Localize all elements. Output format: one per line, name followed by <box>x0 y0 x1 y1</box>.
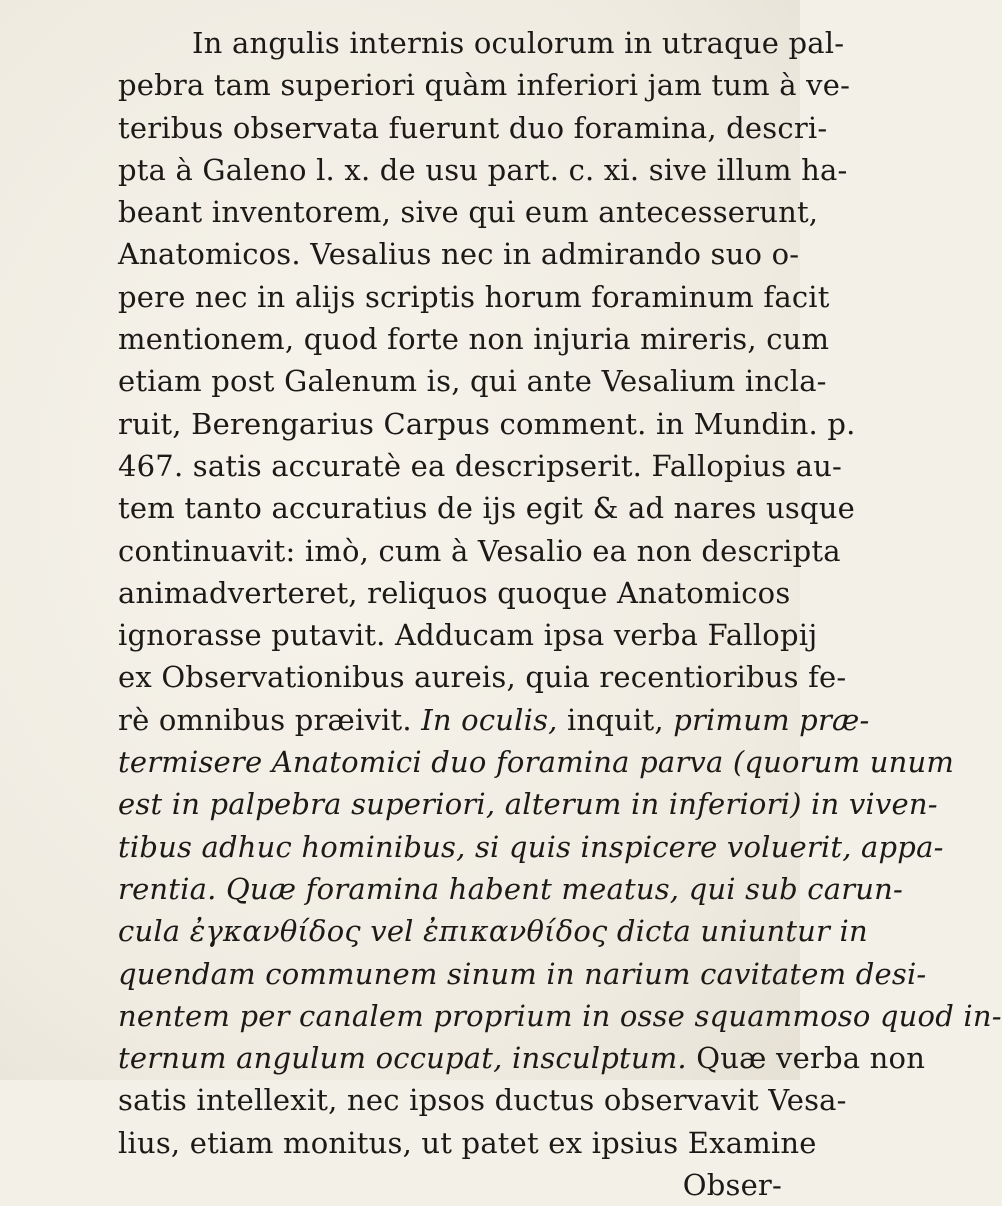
text-line: animadverteret, reliquos quoque Anatomicos <box>118 575 791 610</box>
text-line-mixed <box>118 1037 926 1079</box>
quotation-line: est in palpebra superiori, alterum in inferiori) in viven- <box>118 787 938 822</box>
text-line: etiam post Galenum is, qui ante Vesalium incla- <box>118 364 827 399</box>
italic-run: primum præ- <box>673 702 870 737</box>
quotation-line: termisere Anatomici duo foramina parva (quorum unum <box>118 745 955 780</box>
text-line: ex Observationibus aureis, quia recentioribus fe- <box>118 660 847 695</box>
text-line: satis intellexit, nec ipsos ductus observavit Vesa- <box>118 1083 847 1118</box>
text-line: mentionem, quod forte non injuria mireris, cum <box>118 322 830 357</box>
catchword: Obser- <box>682 1168 782 1203</box>
italic-run: In oculis, <box>421 702 558 737</box>
text-line: beant inventorem, sive qui eum antecesserunt, <box>118 195 819 230</box>
text-line: pebra tam superiori quàm inferiori jam tum à ve- <box>118 68 851 103</box>
roman-run: rè omnibus præivit. <box>118 702 422 737</box>
text-line: Anatomicos. Vesalius nec in admirando suo o- <box>118 237 800 272</box>
roman-run: Quæ verba non <box>686 1041 926 1076</box>
body-text <box>118 22 1002 1206</box>
quotation-line: cula ἐγκανθίδος vel ἐπικανθίδος dicta uniuntur in <box>118 914 868 949</box>
quotation-line: quendam communem sinum in narium cavitatem desi- <box>118 956 927 991</box>
text-line: pere nec in alijs scriptis horum foraminum facit <box>118 279 830 314</box>
text-line: 467. satis accuratè ea descripserit. Fallopius au- <box>118 448 842 483</box>
text-line: In angulis internis oculorum in utraque pal- <box>192 26 845 60</box>
text-line: lius, etiam monitus, ut patet ex ipsius Examine <box>118 1125 817 1160</box>
quotation-line: rentia. Quæ foramina habent meatus, qui sub carun- <box>118 871 904 906</box>
text-line-mixed <box>118 699 870 741</box>
text-line: teribus observata fuerunt duo foramina, descri- <box>118 110 828 145</box>
text-line: tem tanto accuratius de ijs egit & ad nares usque <box>118 491 855 526</box>
text-line: continuavit: imò, cum à Vesalio ea non descripta <box>118 533 841 568</box>
roman-run: inquit, <box>557 702 674 737</box>
quotation-line: tibus adhuc hominibus, si quis inspicere voluerit, appa- <box>118 829 944 864</box>
quotation-line: nentem per canalem proprium in osse squammoso quod in- <box>118 998 1002 1033</box>
text-line: ruit, Berengarius Carpus comment. in Mundin. p. <box>118 406 856 441</box>
text-line: ignorasse putavit. Adducam ipsa verba Fallopij <box>118 618 818 653</box>
italic-run: ternum angulum occupat, insculptum. <box>118 1041 687 1076</box>
text-line: pta à Galeno l. x. de usu part. c. xi. sive illum ha- <box>118 152 848 187</box>
